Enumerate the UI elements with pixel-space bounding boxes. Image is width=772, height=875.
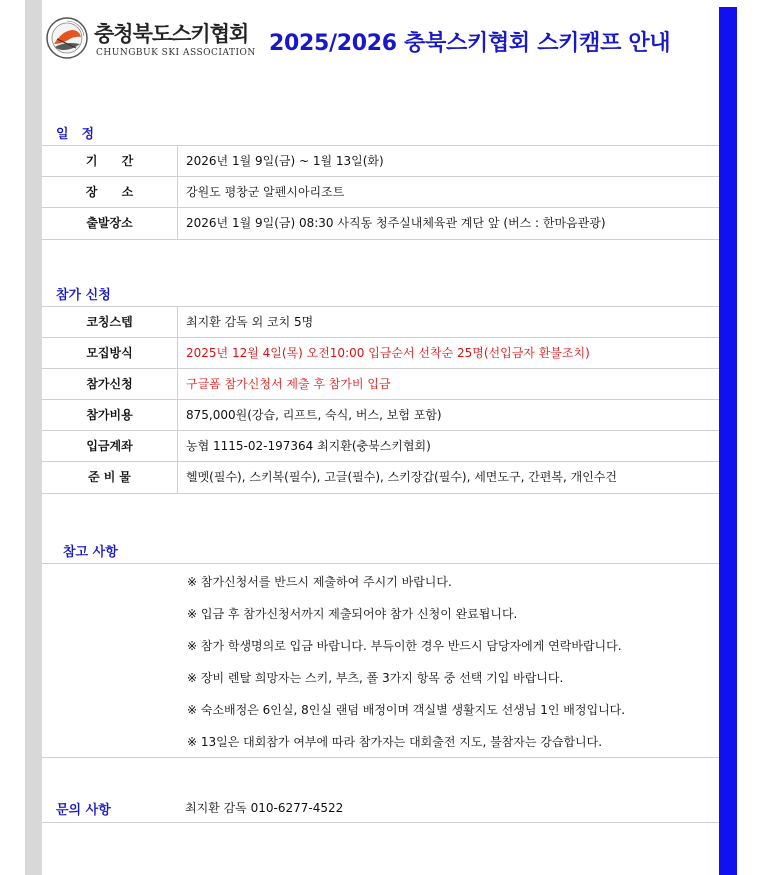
row-label: 참가신청 — [86, 377, 133, 391]
row-label: 모집방식 — [86, 346, 133, 360]
row-value: 최지환 감독 외 코치 5명 — [177, 307, 719, 338]
application-row-registration — [42, 368, 719, 400]
row-label: 기 간 — [85, 154, 144, 168]
divider — [42, 822, 719, 823]
logo-korean-text: 충청북도스키협회 — [94, 22, 249, 46]
right-accent-bar — [719, 7, 737, 875]
schedule-section-title: 일 정 — [56, 127, 95, 142]
row-value: 2025년 12월 4일(목) 오전10:00 입금순서 선착순 25명(선입금자 환불조치) — [177, 338, 719, 369]
application-row-coaching-staff — [42, 306, 719, 338]
row-value: 875,000원(강습, 리프트, 숙식, 버스, 보험 포함) — [177, 400, 719, 431]
note-item: ※ 참가 학생명의로 입금 바랍니다. 부득이한 경우 반드시 담당자에게 연락바랍니다. — [187, 639, 622, 653]
contact-phone: 최지환 감독 010-6277-4522 — [185, 801, 344, 815]
notes-box — [42, 563, 719, 758]
note-item: ※ 장비 렌탈 희망자는 스키, 부츠, 폴 3가지 항목 중 선택 기입 바랍니다. — [187, 671, 564, 685]
application-row-supplies — [42, 461, 719, 494]
schedule-row-departure — [42, 207, 719, 240]
row-label: 준비물 — [88, 470, 135, 484]
ski-emblem-icon — [46, 17, 88, 59]
document-header — [42, 0, 719, 80]
schedule-row-place — [42, 176, 719, 208]
note-item: ※ 숙소배정은 6인실, 8인실 랜덤 배정이며 객실별 생활지도 선생님 1인 배정입니다. — [187, 703, 626, 717]
row-value: 헬멧(필수), 스키복(필수), 고글(필수), 스키장갑(필수), 세면도구, 간편복, 개인수건 — [177, 462, 719, 493]
note-item: ※ 입금 후 참가신청서까지 제출되어야 참가 신청이 완료됩니다. — [187, 607, 518, 621]
note-item: ※ 참가신청서를 반드시 제출하여 주시기 바랍니다. — [187, 575, 452, 589]
logo-english-text: CHUNGBUK SKI ASSOCIATION — [96, 48, 256, 58]
association-logo — [46, 17, 256, 69]
left-margin-bar — [25, 0, 42, 875]
row-value: 강원도 평창군 알펜시아리조트 — [177, 177, 719, 208]
row-label: 장 소 — [85, 185, 144, 199]
application-row-fee — [42, 399, 719, 431]
application-row-bank-account — [42, 430, 719, 462]
row-label: 참가비용 — [86, 408, 133, 422]
application-section-title: 참가 신청 — [56, 288, 111, 303]
document-page — [42, 0, 719, 875]
schedule-row-period — [42, 145, 719, 177]
contact-section-title: 문의 사항 — [56, 803, 111, 818]
row-value: 농협 1115-02-197364 최지환(충북스키협회) — [177, 431, 719, 462]
row-label: 출발장소 — [86, 216, 133, 230]
notes-section-title: 참고 사항 — [63, 545, 118, 560]
row-label: 코칭스텝 — [86, 315, 133, 329]
row-value: 구글폼 참가신청서 제출 후 참가비 입금 — [177, 369, 719, 400]
row-value: 2026년 1월 9일(금) ~ 1월 13일(화) — [177, 146, 719, 177]
row-label: 입금계좌 — [86, 439, 133, 453]
note-item: ※ 13일은 대회참가 여부에 따라 참가자는 대회출전 지도, 불참자는 강습합니다. — [187, 735, 603, 749]
document-title: 2025/2026 충북스키협회 스키캠프 안내 — [269, 31, 671, 56]
application-row-recruitment — [42, 337, 719, 369]
row-value: 2026년 1월 9일(금) 08:30 사직동 청주실내체육관 계단 앞 (버스 : 한마음관광) — [177, 208, 719, 239]
